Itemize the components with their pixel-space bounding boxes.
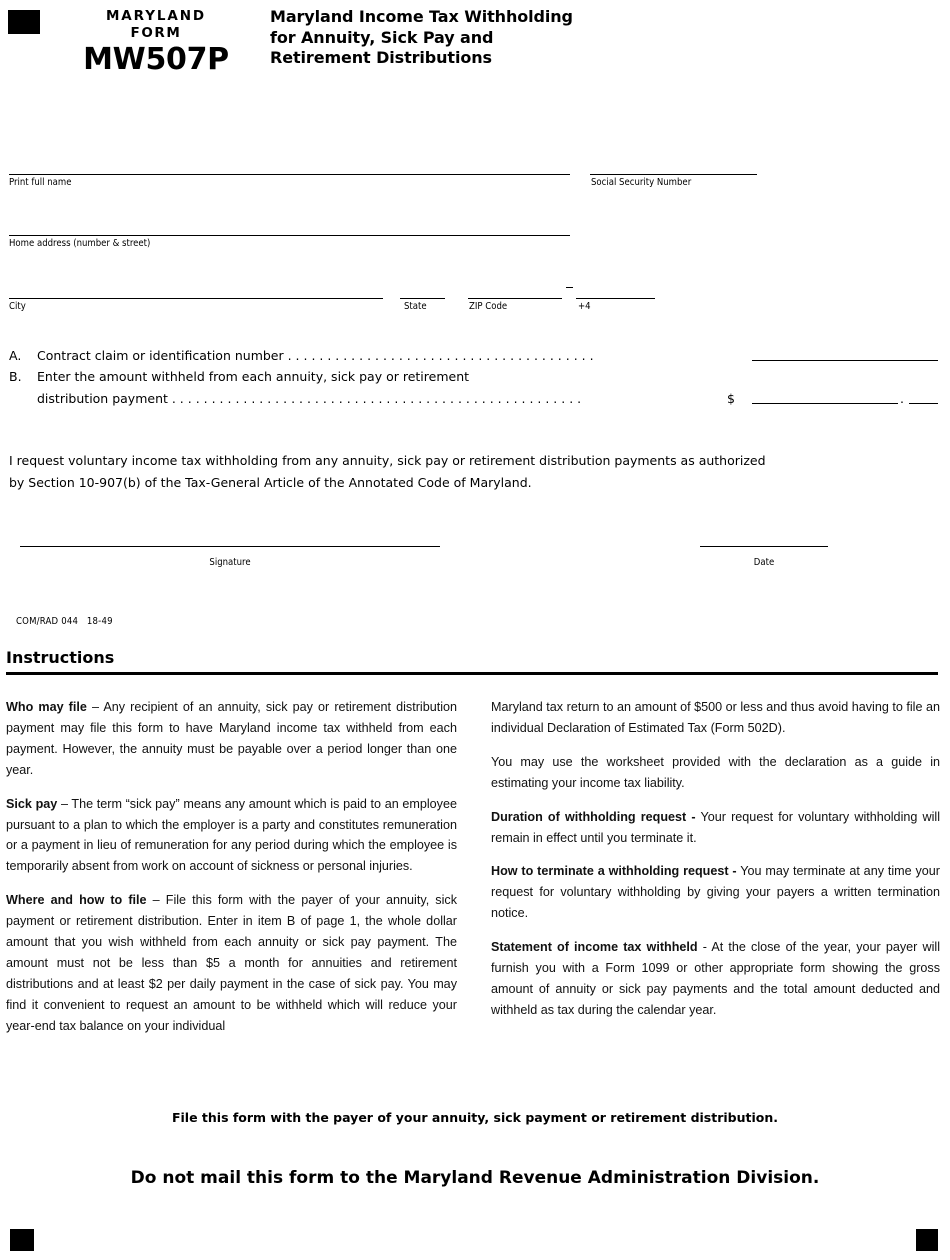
instruction-paragraph bbox=[491, 807, 940, 849]
instruction-term: Where and how to file bbox=[6, 893, 147, 908]
instruction-term: Statement of income tax withheld bbox=[491, 940, 698, 955]
home-address-input[interactable] bbox=[9, 235, 570, 236]
registration-mark-bottom-left bbox=[10, 1229, 34, 1251]
instruction-body: – File this form with the payer of your annuity, sick payment or retirement distribution. Enter in item B of page 1, the whole dollar amount that you wish withheld from each annuity or sick pay payment. The amount must not be less than $5 a month for annuities and retirement distributions and at least $2 per daily payment in the case of sick pay. You may find it convenient to request an amount to be withheld which will reduce your year-end tax balance on your individual bbox=[6, 893, 457, 1033]
item-a-input[interactable] bbox=[752, 360, 938, 361]
instruction-paragraph bbox=[491, 752, 940, 794]
form-revision-id: COM/RAD 044 18-49 bbox=[16, 616, 113, 627]
instruction-paragraph bbox=[491, 697, 940, 739]
date-input[interactable] bbox=[700, 546, 828, 547]
item-b-text-line-1: Enter the amount withheld from each annuity, sick pay or retirement bbox=[37, 369, 470, 384]
instruction-body: – Any recipient of an annuity, sick pay or retirement distribution payment may file this form to have Maryland income tax withheld from each payment. However, the annuity must be payable over a period longer than one year. bbox=[6, 700, 458, 777]
social-security-number-label: Social Security Number bbox=[591, 177, 692, 188]
home-address-label: Home address (number & street) bbox=[9, 238, 151, 249]
signature-label: Signature bbox=[209, 557, 251, 568]
zip-hyphen-separator bbox=[566, 287, 573, 288]
form-title bbox=[270, 7, 690, 69]
declaration-line-2: by Section 10-907(b) of the Tax-General Article of the Annotated Code of Maryland. bbox=[9, 475, 532, 490]
zip-plus-four-input[interactable] bbox=[576, 298, 655, 299]
declaration-statement bbox=[9, 450, 889, 494]
form-identifier-block bbox=[62, 8, 250, 76]
instruction-paragraph bbox=[6, 794, 457, 878]
print-full-name-label: Print full name bbox=[9, 177, 72, 188]
state-input[interactable] bbox=[400, 298, 445, 299]
form-code-label: MW507P bbox=[83, 42, 229, 77]
state-label: State bbox=[404, 301, 427, 312]
instruction-body: You may use the worksheet provided with the declaration as a guide in estimating your income tax liability. bbox=[491, 754, 940, 790]
decimal-point-separator: . bbox=[900, 391, 904, 406]
instructions-column-right bbox=[491, 697, 940, 1021]
form-title-line-3: Retirement Distributions bbox=[270, 48, 492, 67]
instruction-paragraph bbox=[491, 937, 940, 1021]
zip-code-input[interactable] bbox=[468, 298, 562, 299]
instructions-column-left bbox=[6, 697, 457, 1037]
declaration-line-1: I request voluntary income tax withholding from any annuity, sick pay or retirement distribution payments as authorized bbox=[9, 453, 766, 468]
instruction-body: Your request for voluntary withholding will remain in effect until you terminate it. bbox=[491, 809, 941, 845]
item-a-text: Contract claim or identification number . . . . . . . . . . . . . . . . . . . . . . . . . . . . . . . . . . . . . . . bbox=[37, 348, 594, 363]
zip-code-label: ZIP Code bbox=[469, 301, 508, 312]
instructions-heading: Instructions bbox=[6, 648, 115, 667]
instruction-term: Sick pay bbox=[6, 796, 58, 811]
instruction-paragraph bbox=[6, 697, 457, 781]
city-label: City bbox=[9, 301, 26, 312]
zip-plus-four-label: +4 bbox=[578, 301, 591, 312]
dollar-sign-icon: $ bbox=[727, 391, 735, 406]
print-full-name-input[interactable] bbox=[9, 174, 570, 175]
form-title-line-1: Maryland Income Tax Withholding bbox=[270, 7, 573, 26]
item-a-letter: A. bbox=[9, 348, 22, 363]
city-input[interactable] bbox=[9, 298, 383, 299]
item-b-text-line-2: distribution payment . . . . . . . . . . . . . . . . . . . . . . . . . . . . . . . . . . . . . . . . . . . . . . . . . . . . bbox=[37, 391, 582, 406]
item-b-dollars-input[interactable] bbox=[752, 403, 898, 404]
social-security-number-input[interactable] bbox=[590, 174, 757, 175]
instruction-body: Maryland tax return to an amount of $500 or less and thus avoid having to file an individual Declaration of Estimated Tax (Form 502D). bbox=[491, 700, 940, 735]
registration-mark-bottom-right bbox=[916, 1229, 938, 1251]
instruction-term: How to terminate a withholding request - bbox=[491, 864, 737, 879]
state-name-label: MARYLAND bbox=[105, 8, 207, 24]
do-not-mail-note: Do not mail this form to the Maryland Revenue Administration Division. bbox=[130, 1168, 820, 1188]
signature-input[interactable] bbox=[20, 546, 440, 547]
instruction-body: - At the close of the year, your payer will furnish you with a Form 1099 or other appropriate form showing the gross amount of annuity or sick pay payments and the total amount deducted and withheld as tax during the calendar year. bbox=[491, 940, 940, 1017]
instruction-body: – The term “sick pay” means any amount which is paid to an employee pursuant to a plan to which the employer is a party and constitutes remuneration or a payment in lieu of remuneration for any period during which the employee is temporarily absent from work on account of sickness or personal injuries. bbox=[6, 796, 457, 874]
instruction-paragraph bbox=[6, 890, 457, 1036]
instruction-term: Duration of withholding request - bbox=[491, 809, 696, 824]
date-label: Date bbox=[753, 557, 775, 568]
instruction-paragraph bbox=[491, 861, 940, 924]
file-with-payer-note: File this form with the payer of your annuity, sick payment or retirement distribution. bbox=[171, 1110, 779, 1125]
instruction-body: You may terminate at any time your request for voluntary withholding by giving your payers a written termination notice. bbox=[491, 864, 940, 921]
instructions-divider bbox=[6, 672, 938, 675]
form-title-line-2: for Annuity, Sick Pay and bbox=[270, 27, 494, 47]
item-b-letter: B. bbox=[9, 369, 22, 384]
item-b-cents-input[interactable] bbox=[909, 403, 938, 404]
instruction-term: Who may file bbox=[6, 700, 87, 714]
form-word-label: FORM bbox=[130, 25, 182, 41]
form-masthead bbox=[0, 0, 950, 100]
